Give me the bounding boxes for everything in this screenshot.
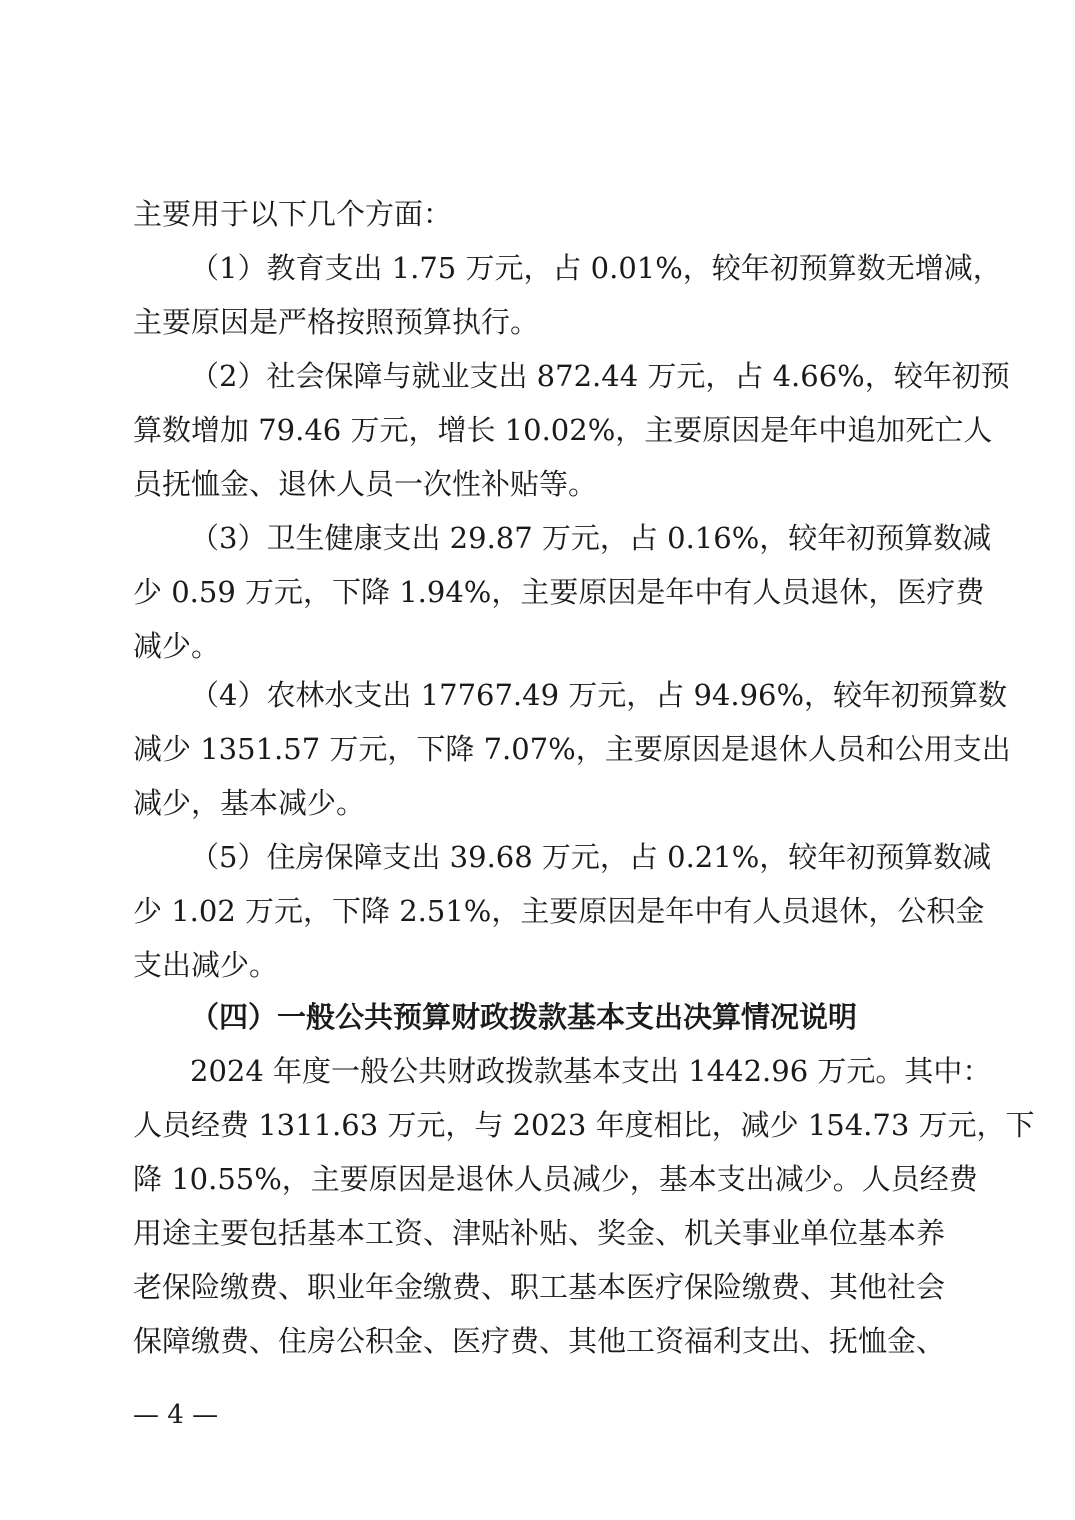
item-4-line-3: 减少，基本减少。 <box>133 786 366 820</box>
item-2-line-2: 算数增加 79.46 万元，增长 10.02%，主要原因是年中追加死亡人 <box>133 413 993 447</box>
section-heading: （四）一般公共预算财政拨款基本支出决算情况说明 <box>190 1000 858 1034</box>
section-paragraph-line-4: 用途主要包括基本工资、津贴补贴、奖金、机关事业单位基本养 <box>133 1216 946 1250</box>
section-paragraph-line-6: 保障缴费、住房公积金、医疗费、其他工资福利支出、抚恤金、 <box>133 1324 946 1358</box>
section-paragraph-line-5: 老保险缴费、职业年金缴费、职工基本医疗保险缴费、其他社会 <box>133 1270 946 1304</box>
item-1-line-1: （1）教育支出 1.75 万元，占 0.01%，较年初预算数无增减， <box>190 251 1002 285</box>
paragraph-line-intro: 主要用于以下几个方面： <box>133 197 453 231</box>
section-paragraph-line-2: 人员经费 1311.63 万元，与 2023 年度相比，减少 154.73 万元，下 <box>133 1108 1035 1142</box>
item-2-line-1: （2）社会保障与就业支出 872.44 万元，占 4.66%，较年初预 <box>190 359 1010 393</box>
item-5-line-3: 支出减少。 <box>133 948 279 982</box>
item-4-line-1: （4）农林水支出 17767.49 万元，占 94.96%，较年初预算数 <box>190 678 1008 712</box>
item-5-line-1: （5）住房保障支出 39.68 万元，占 0.21%，较年初预算数减 <box>190 840 992 874</box>
item-4-line-2: 减少 1351.57 万元，下降 7.07%，主要原因是退休人员和公用支出 <box>133 732 1011 766</box>
item-3-line-1: （3）卫生健康支出 29.87 万元，占 0.16%，较年初预算数减 <box>190 521 992 555</box>
item-3-line-3: 减少。 <box>133 629 221 663</box>
item-1-line-2: 主要原因是严格按照预算执行。 <box>133 305 540 339</box>
page-number: — 4 — <box>133 1400 219 1430</box>
item-3-line-2: 少 0.59 万元，下降 1.94%，主要原因是年中有人员退休，医疗费 <box>133 575 985 609</box>
section-paragraph-line-1: 2024 年度一般公共财政拨款基本支出 1442.96 万元。其中： <box>190 1054 992 1088</box>
item-2-line-3: 员抚恤金、退休人员一次性补贴等。 <box>133 467 598 501</box>
item-5-line-2: 少 1.02 万元，下降 2.51%，主要原因是年中有人员退休，公积金 <box>133 894 985 928</box>
section-paragraph-line-3: 降 10.55%，主要原因是退休人员减少，基本支出减少。人员经费 <box>133 1162 978 1196</box>
